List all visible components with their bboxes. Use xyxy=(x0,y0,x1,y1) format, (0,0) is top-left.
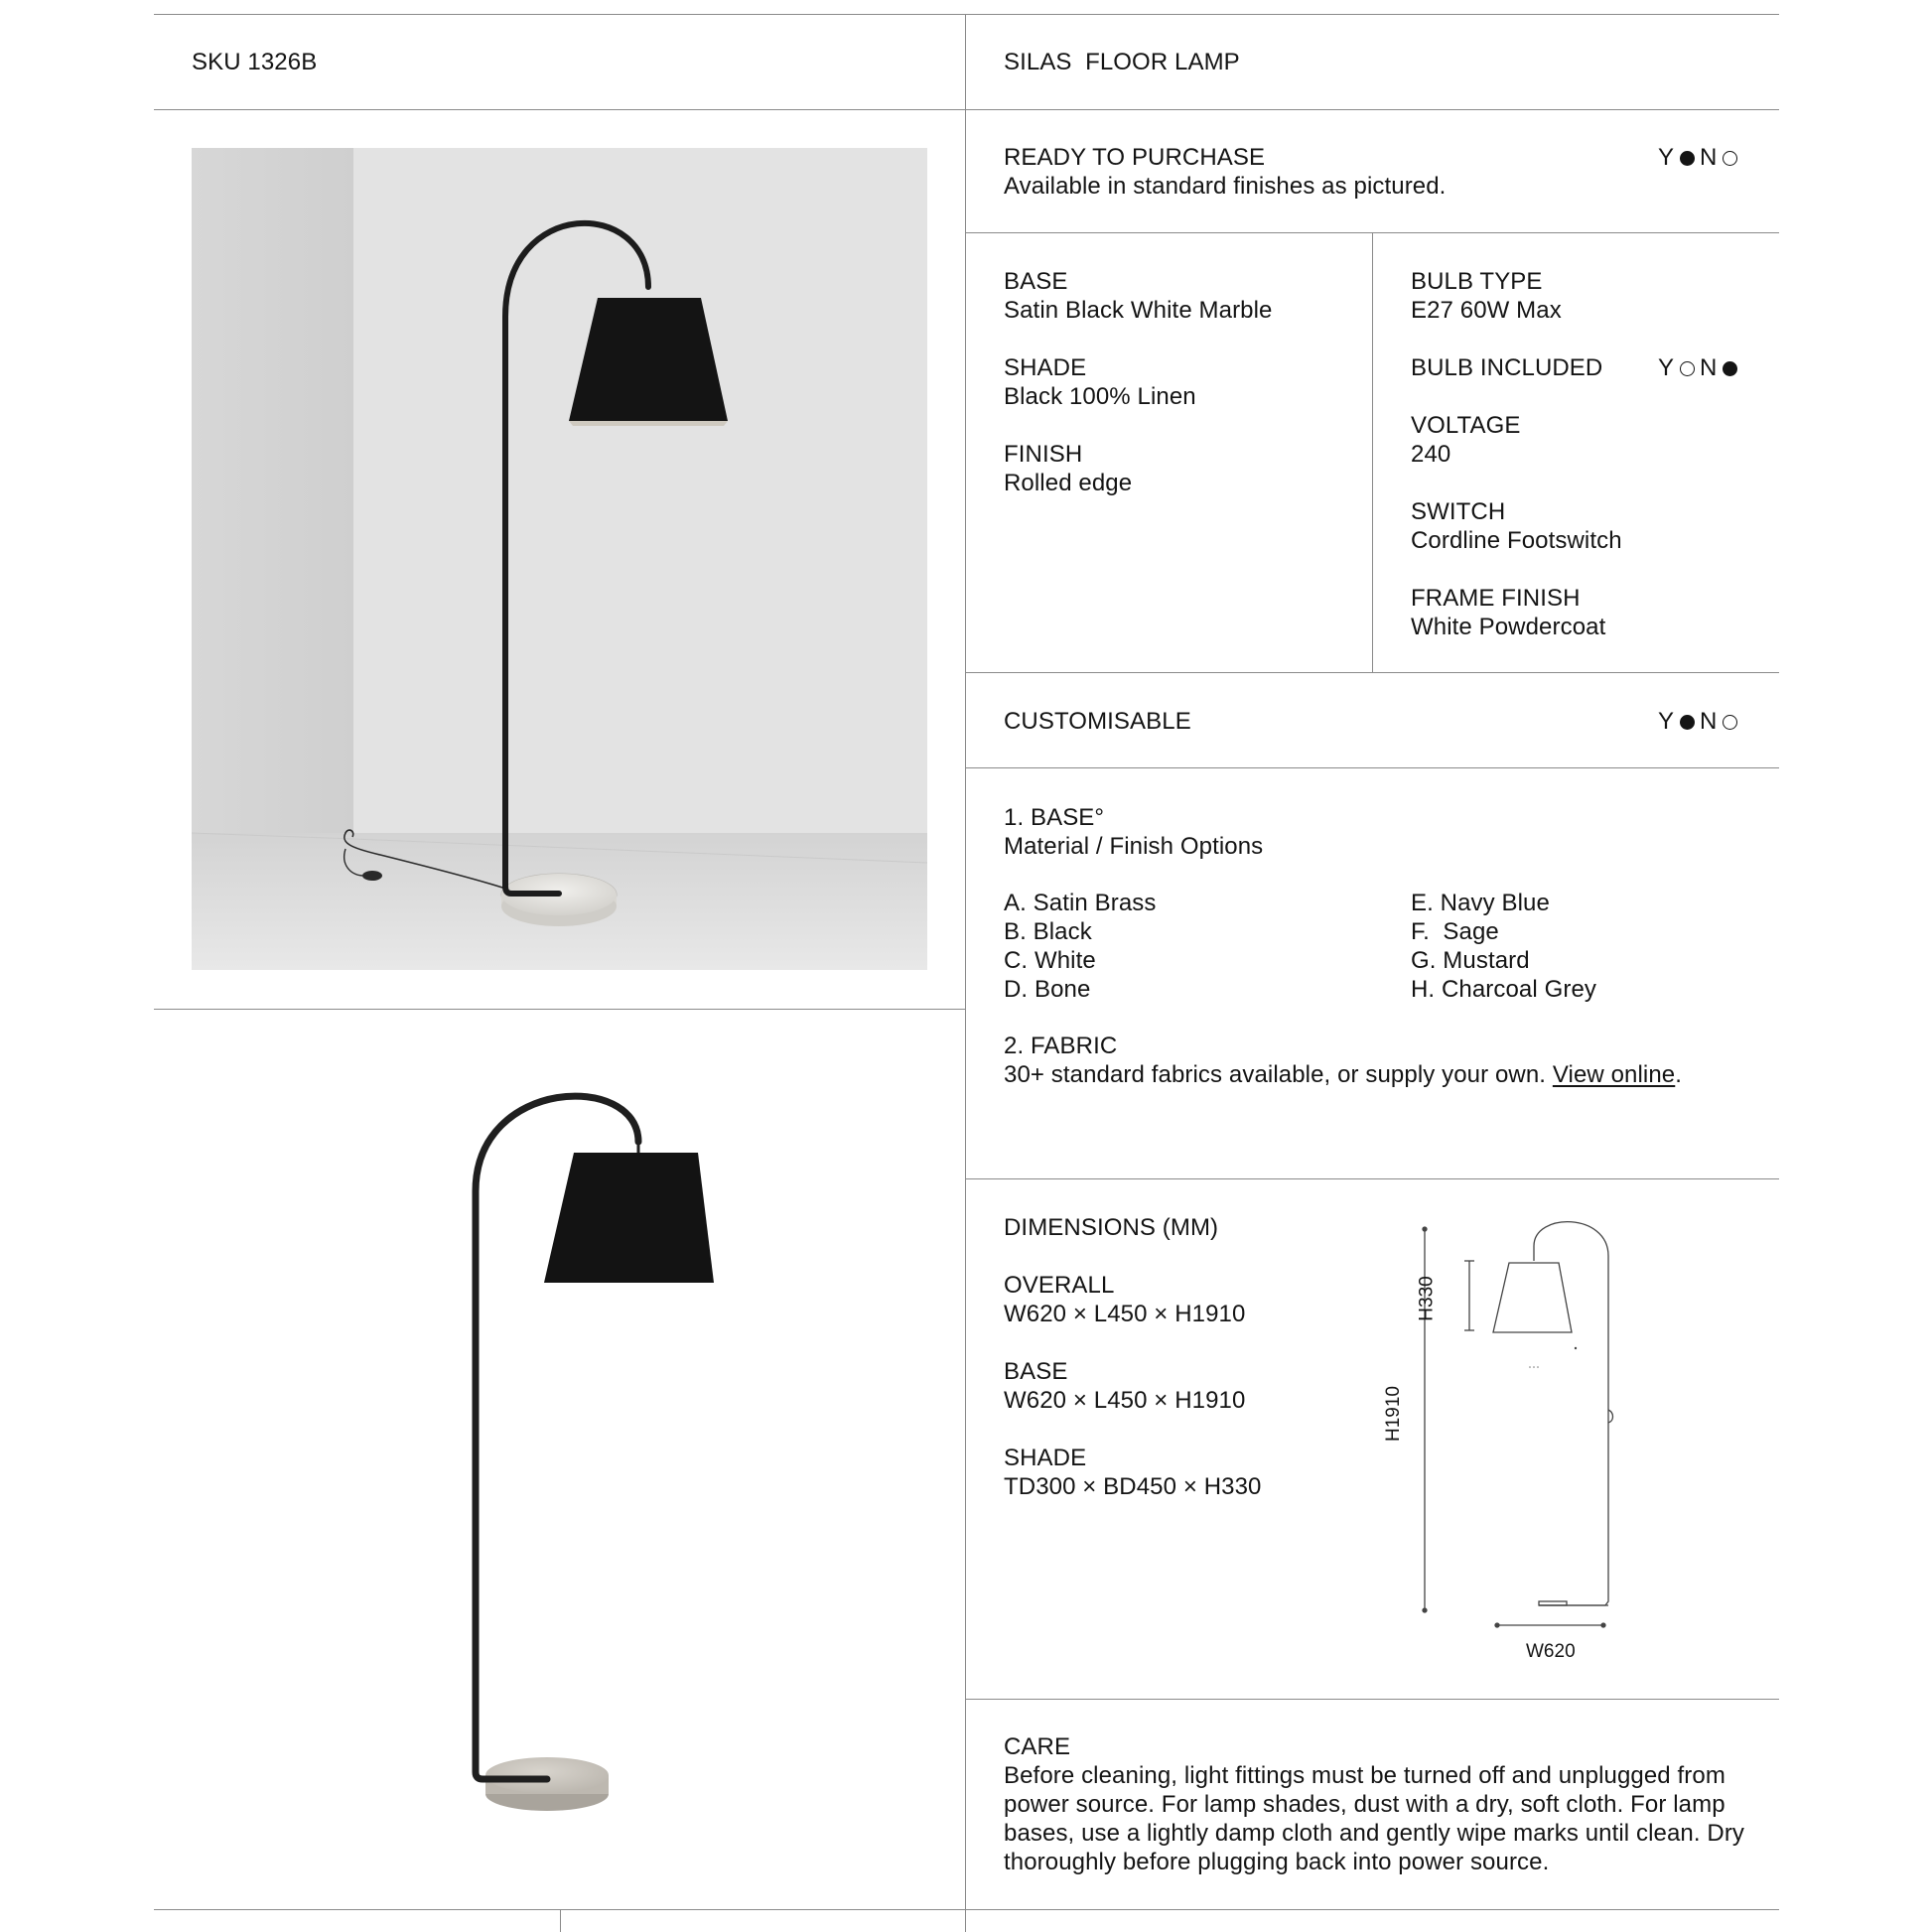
diagram-height-total-label: H1910 xyxy=(1383,1386,1404,1442)
dimension-overall-label: OVERALL xyxy=(1004,1272,1115,1299)
fabric-end: . xyxy=(1675,1061,1683,1088)
ready-to-purchase-description: Available in standard finishes as pictured. xyxy=(1004,173,1447,200)
yes-dot-icon xyxy=(1680,715,1695,730)
diagram-width-label: W620 xyxy=(1526,1641,1576,1662)
spec-bulb-type-value: E27 60W Max xyxy=(1411,297,1562,324)
finish-option: G. Mustard xyxy=(1411,947,1530,974)
dimension-shade-value: TD300 × BD450 × H330 xyxy=(1004,1473,1262,1500)
divider-dimensions xyxy=(965,1699,1779,1700)
view-online-link[interactable]: View online xyxy=(1552,1061,1676,1088)
spec-finish-value: Rolled edge xyxy=(1004,470,1133,496)
no-dot-icon xyxy=(1723,361,1737,376)
divider-bottom-left xyxy=(560,1909,561,1932)
finish-option: A. Satin Brass xyxy=(1004,890,1157,916)
base-options-subtitle: Material / Finish Options xyxy=(1004,833,1264,860)
dimension-shade-label: SHADE xyxy=(1004,1445,1087,1471)
divider-top xyxy=(154,14,1779,15)
divider-customisable xyxy=(965,767,1779,768)
spec-bulb-type-label: BULB TYPE xyxy=(1411,268,1543,295)
divider-bottom xyxy=(154,1909,1779,1910)
spec-switch-value: Cordline Footswitch xyxy=(1411,527,1622,554)
divider-center xyxy=(965,14,966,1932)
spec-voltage-label: VOLTAGE xyxy=(1411,412,1521,439)
customisable-toggle xyxy=(1658,707,1742,736)
divider-photos xyxy=(154,1009,966,1010)
sku-code: SKU 1326B xyxy=(192,49,318,75)
spec-base-label: BASE xyxy=(1004,268,1068,295)
dimension-base-value: W620 × L450 × H1910 xyxy=(1004,1387,1246,1414)
dimension-overall-value: W620 × L450 × H1910 xyxy=(1004,1301,1246,1327)
spec-shade-value: Black 100% Linen xyxy=(1004,383,1196,410)
finish-option: E. Navy Blue xyxy=(1411,890,1550,916)
bulb-included-toggle xyxy=(1658,353,1742,382)
yes-dot-icon xyxy=(1680,361,1695,376)
care-text: Before cleaning, light fittings must be turned off and unplugged from power source. For lamp shades, dust with a dry, soft cloth. For lamp bases, use a lightly damp cloth and gently wipe marks until clean. Dry thoroughly before plugging back into power source. xyxy=(1004,1762,1745,1875)
spec-bulb-included-label: BULB INCLUDED xyxy=(1411,354,1603,381)
divider-specs xyxy=(1372,232,1373,672)
divider-specs-bottom xyxy=(965,672,1779,673)
customisable-title: CUSTOMISABLE xyxy=(1004,708,1191,735)
yes-label: Y xyxy=(1658,708,1675,735)
spec-frame-finish-label: FRAME FINISH xyxy=(1411,585,1581,612)
spec-shade-label: SHADE xyxy=(1004,354,1087,381)
spec-voltage-value: 240 xyxy=(1411,441,1451,468)
yes-dot-icon xyxy=(1680,151,1695,166)
ready-to-purchase-toggle xyxy=(1658,143,1742,172)
ready-to-purchase-title: READY TO PURCHASE xyxy=(1004,144,1266,171)
finish-option: H. Charcoal Grey xyxy=(1411,976,1596,1003)
spec-switch-label: SWITCH xyxy=(1411,498,1506,525)
spec-frame-finish-value: White Powdercoat xyxy=(1411,614,1606,640)
fabric-options-text xyxy=(1004,1060,1682,1089)
diagram-height-shade-label: H330 xyxy=(1416,1276,1438,1321)
divider-options xyxy=(965,1178,1779,1179)
no-label: N xyxy=(1700,708,1718,735)
no-dot-icon xyxy=(1723,715,1737,730)
base-options-title: 1. BASE° xyxy=(1004,804,1105,831)
dimensions-title: DIMENSIONS (MM) xyxy=(1004,1214,1219,1241)
fabric-description: 30+ standard fabrics available, or supply your own. xyxy=(1004,1061,1553,1088)
no-dot-icon xyxy=(1723,151,1737,166)
finish-option: D. Bone xyxy=(1004,976,1091,1003)
spec-finish-label: FINISH xyxy=(1004,441,1083,468)
no-label: N xyxy=(1700,144,1718,171)
divider-header xyxy=(154,109,1779,110)
finish-option: C. White xyxy=(1004,947,1096,974)
yes-label: Y xyxy=(1658,354,1675,381)
lamp-room-photo xyxy=(192,148,927,970)
finish-option: B. Black xyxy=(1004,918,1092,945)
dimension-base-label: BASE xyxy=(1004,1358,1068,1385)
dimension-diagram xyxy=(1370,1216,1668,1678)
product-name: SILAS FLOOR LAMP xyxy=(1004,49,1240,75)
spec-base-value: Satin Black White Marble xyxy=(1004,297,1273,324)
lamp-product-photo xyxy=(192,1047,927,1871)
no-label: N xyxy=(1700,354,1718,381)
yes-label: Y xyxy=(1658,144,1675,171)
finish-option: F. Sage xyxy=(1411,918,1499,945)
fabric-options-title: 2. FABRIC xyxy=(1004,1033,1118,1059)
care-title: CARE xyxy=(1004,1733,1071,1760)
